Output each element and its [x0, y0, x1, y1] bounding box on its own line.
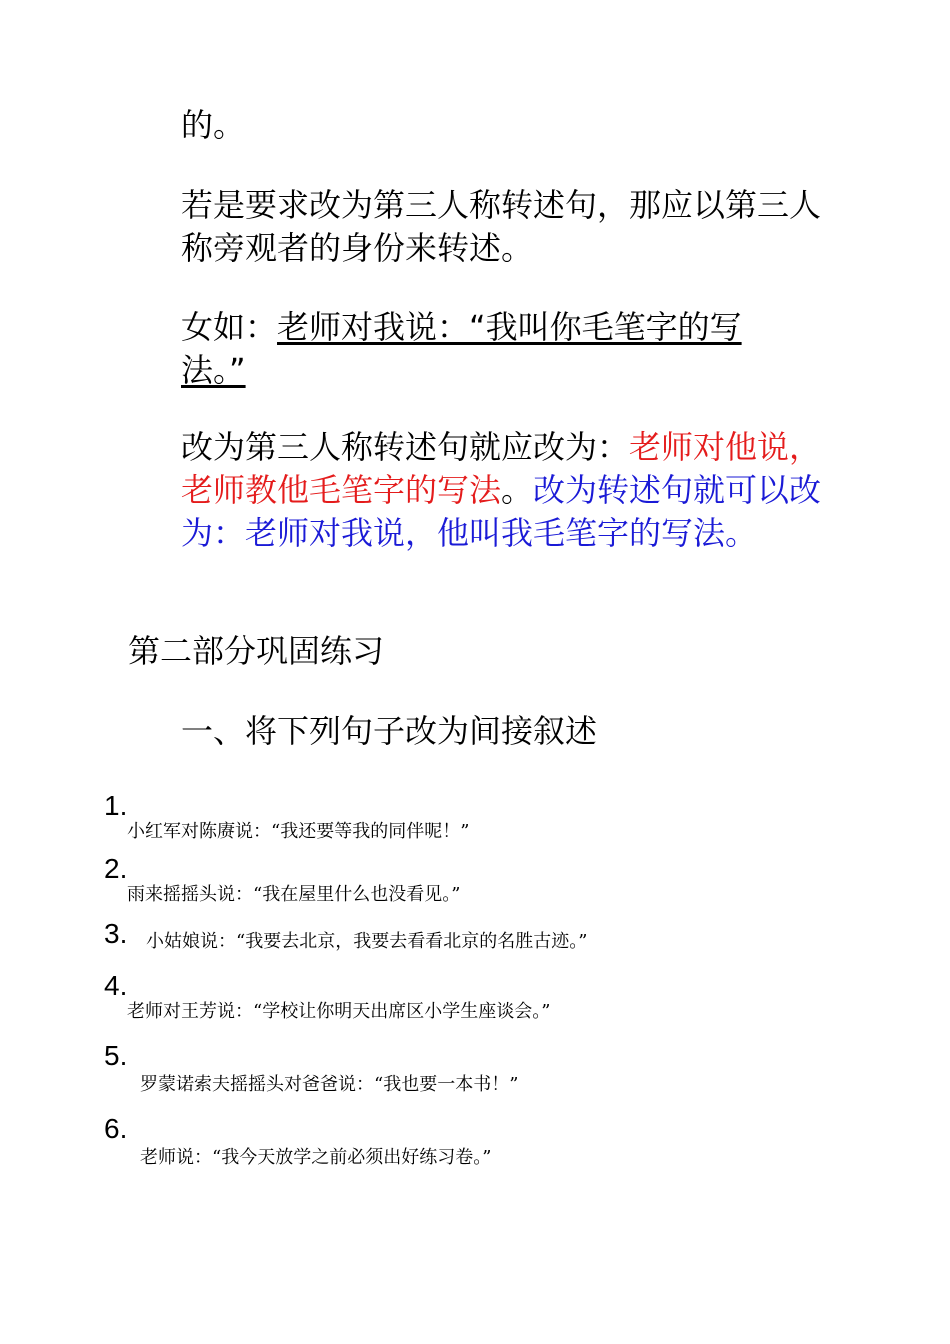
conversion-intro: 改为第三人称转述句就应改为：	[181, 428, 630, 466]
section-title: 第二部分巩固练习	[128, 632, 385, 670]
item-text: 小红军对陈赓说：“我还要等我的同伴呢！”	[127, 821, 470, 842]
item-text: 老师对王芳说：“学校让你明天出席区小学生座谈会。”	[127, 1001, 551, 1022]
paragraph-third-person-rule: 若是要求改为第三人称转述句，那应以第三人称旁观者的身份来转述。	[181, 186, 822, 267]
item-text: 罗蒙诺索夫摇摇头对爸爸说：“我也要一本书！”	[140, 1074, 519, 1095]
item-number: 1.	[104, 790, 128, 821]
exercise-title: 一、将下列句子改为间接叙述	[181, 712, 598, 750]
item-number: 6.	[104, 1113, 128, 1144]
item-number: 4.	[104, 970, 128, 1001]
paragraph-continuation: 的。	[181, 106, 246, 144]
item-number: 5.	[104, 1040, 128, 1071]
item-text: 老师说：“我今天放学之前必须出好练习卷。”	[140, 1147, 492, 1168]
paragraph-conversion	[181, 426, 831, 555]
conversion-red-answer: 老师对他说，老师教他毛笔字的写法	[181, 428, 822, 509]
item-text: 雨来摇摇头说：“我在屋里什么也没看见。”	[127, 884, 461, 905]
example-prefix: 女如：	[181, 308, 278, 346]
conversion-blue-answer: 改为转述句就可以改为：老师对我说，他叫我毛笔字的写法。	[181, 471, 822, 552]
conversion-period: 。	[501, 471, 534, 509]
item-text: 小姑娘说：“我要去北京，我要去看看北京的名胜古迹。”	[146, 931, 588, 952]
paragraph-example	[181, 306, 781, 392]
item-number: 3.	[104, 918, 128, 949]
item-number: 2.	[104, 853, 128, 884]
example-quote: 老师对我说：“我叫你毛笔字的写法。”	[181, 308, 742, 389]
